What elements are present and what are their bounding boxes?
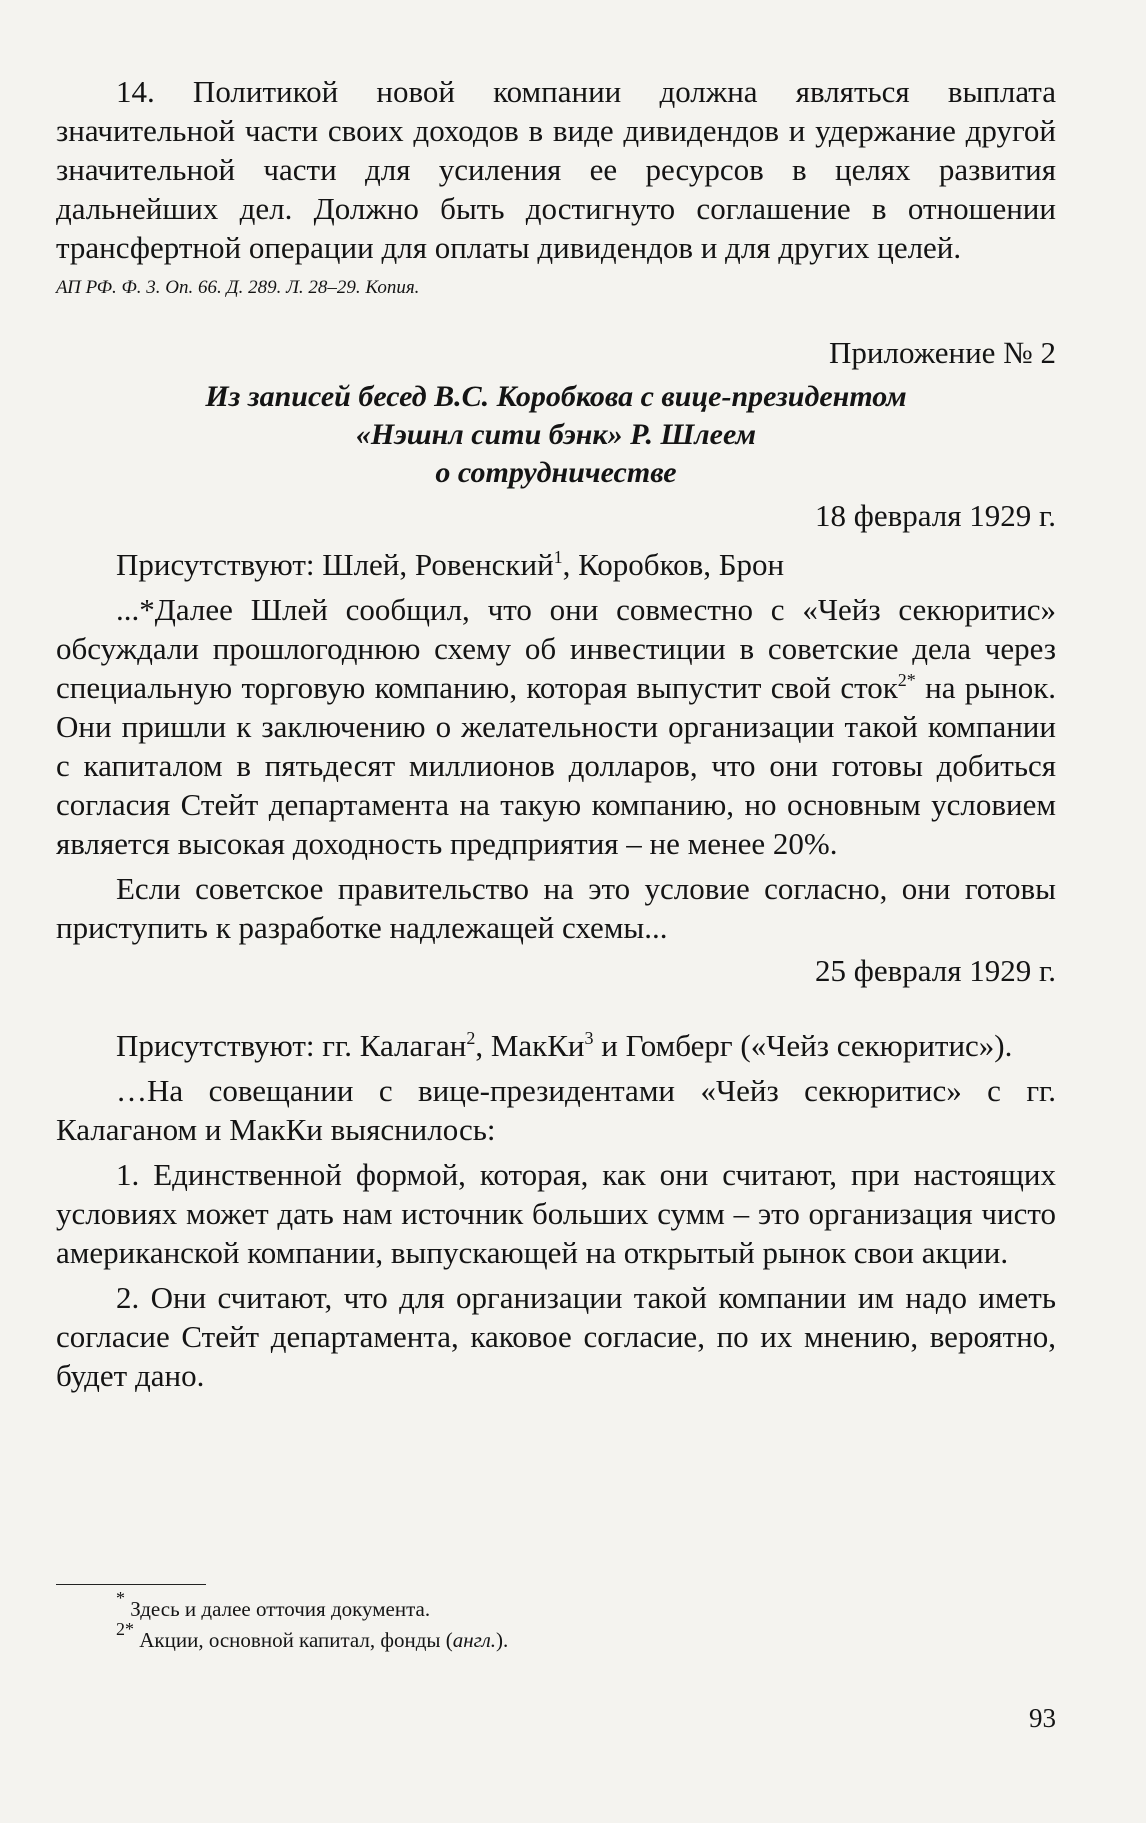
footnote-ref: 3 [584, 1028, 594, 1048]
page-number: 93 [1029, 1703, 1056, 1733]
footnote-2-end: ). [496, 1628, 509, 1652]
footnote-1-text: Здесь и далее отточия документа. [125, 1597, 431, 1621]
footnote-2 [116, 1619, 509, 1654]
attendees-2-a: Присутствуют: гг. Калаган [116, 1028, 467, 1063]
date-2: 25 февраля 1929 г. [815, 953, 1056, 988]
footnote-mark: 2* [116, 1619, 134, 1639]
appendix-title-line3: о сотрудничестве [435, 456, 677, 489]
attendees-1 [56, 545, 1056, 584]
appendix-title-line2: «Нэшнл сити бэнк» Р. Шлеем [355, 418, 757, 451]
entry1-p1-part2: на рынок. Они пришли к заключению о желательности организации такой компании с капиталом в пятьдесят миллионов долларов, что они готовы добиться согласия Стейт департамента на такую компанию, но основным условием является высокая доходность предприятия – не менее 20%. [56, 670, 1056, 861]
date-1: 18 февраля 1929 г. [815, 498, 1056, 533]
footnote-ref: 2 [466, 1028, 476, 1048]
footnote-2-text: Акции, основной капитал, фонды ( [134, 1628, 453, 1652]
archive-source: АП РФ. Ф. 3. Оп. 66. Д. 289. Л. 28–29. Копия. [56, 277, 420, 298]
footnote-2-italic: англ. [452, 1628, 497, 1652]
entry1-paragraph-1 [56, 590, 1056, 863]
entry2-paragraph-2: 1. Единственной формой, которая, как они считают, при настоящих условиях может дать нам источник больших сумм – это организация чисто американской компании, выпускающей на открытый рынок свои акции. [56, 1157, 1056, 1270]
paragraph-14: 14. Политикой новой компании должна являться выплата значительной части своих доходов в виде дивидендов и удержание другой значительной части для усиления ее ресурсов в целях развития дальнейших дел. Должно быть достигнуто соглашение в отношении трансфертной операции для оплаты дивидендов и для других целей. [56, 74, 1056, 265]
attendees-2-c: и Гомберг («Чейз секюритис»). [593, 1028, 1013, 1063]
entry2-paragraph-1: …На совещании с вице-президентами «Чейз секюритис» с гг. Калаганом и МакКи выяснилось: [56, 1073, 1056, 1147]
footnote-1 [116, 1588, 431, 1623]
footnote-ref: 1 [553, 547, 563, 567]
attendees-1-rest: , Коробков, Брон [562, 547, 785, 582]
footnote-rule [56, 1584, 206, 1585]
entry1-paragraph-2: Если советское правительство на это условие согласно, они готовы приступить к разработке надлежащей схемы... [56, 871, 1056, 945]
footnote-mark: * [116, 1588, 125, 1608]
attendees-2 [56, 1026, 1056, 1065]
entry2-paragraph-3: 2. Они считают, что для организации такой компании им надо иметь согласие Стейт департамента, каковое согласие, по их мнению, вероятно, будет дано. [56, 1280, 1056, 1393]
appendix-label: Приложение № 2 [829, 335, 1056, 370]
attendees-1-text: Присутствуют: Шлей, Ровенский [116, 547, 554, 582]
page-body [56, 72, 1056, 1652]
attendees-2-b: , МакКи [475, 1028, 585, 1063]
entry1-p1-part1: ...*Далее Шлей сообщил, что они совместно с «Чейз секюритис» обсуждали прошлогоднюю схему об инвестиции в советские дела через специальную торговую компанию, которая выпустит свой сток [56, 592, 1056, 705]
footnote-ref: 2* [897, 670, 916, 690]
appendix-title-line1: Из записей бесед В.С. Коробкова с вице-президентом [205, 380, 907, 413]
